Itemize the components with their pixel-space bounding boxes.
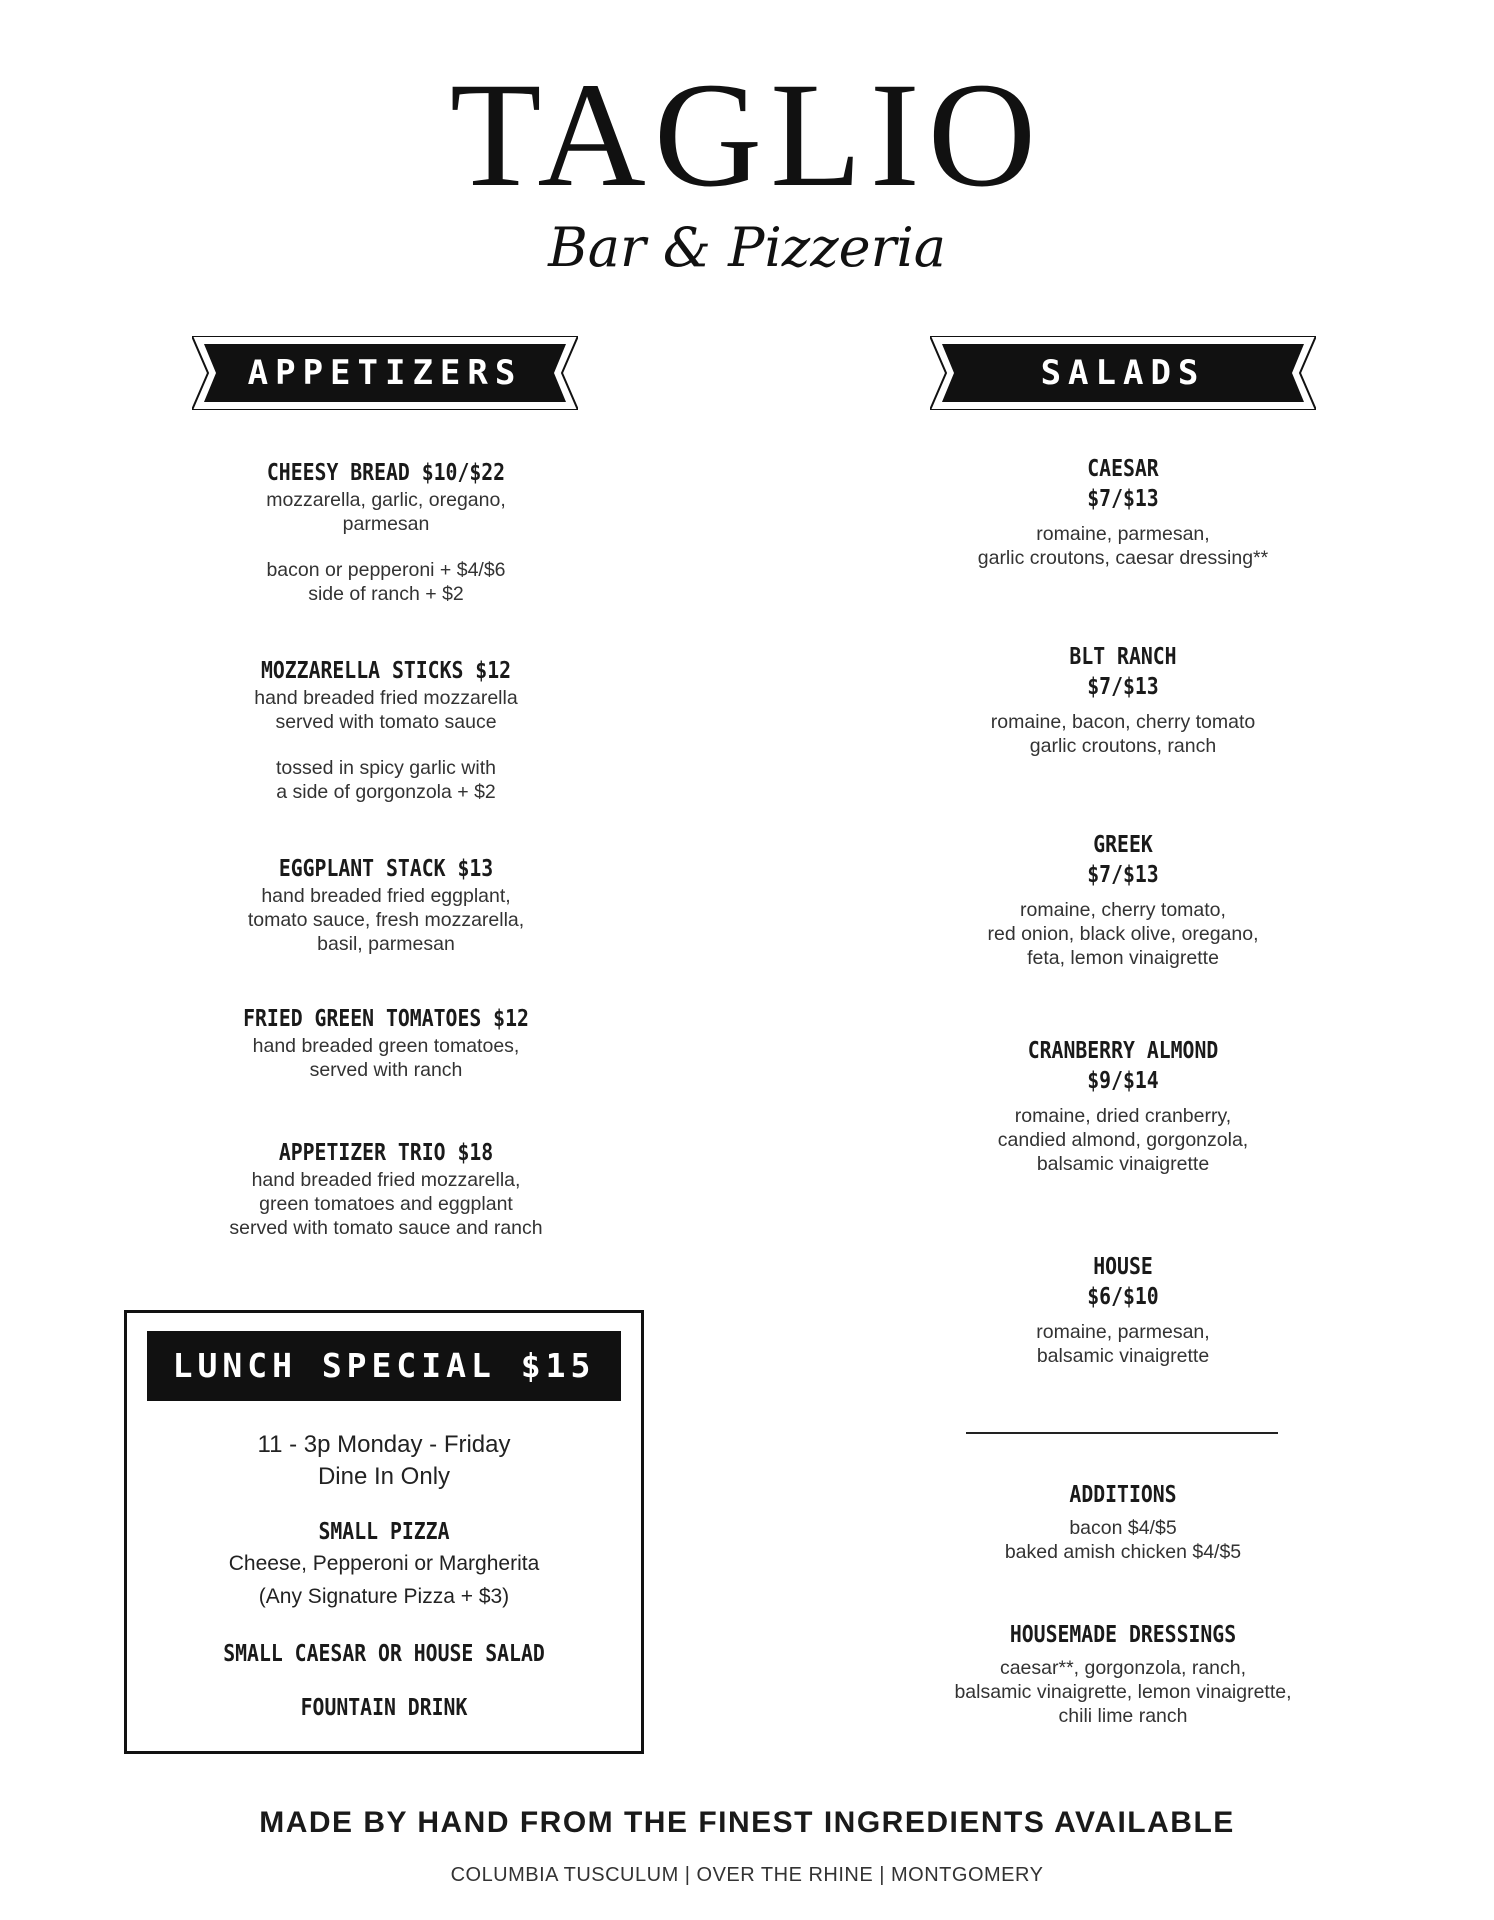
item-name: CAESAR (1087, 456, 1159, 482)
item-description: romaine, bacon, cherry tomato garlic croutons, ranch (990, 711, 1256, 757)
lunch-pizza (127, 1517, 641, 1613)
logo-title: TAGLIO (449, 52, 1045, 218)
item-price: $9/$14 (1087, 1068, 1159, 1094)
lunch-drink (127, 1693, 641, 1723)
lunch-salad (127, 1639, 641, 1669)
menu-item (920, 1036, 1326, 1176)
item-name: MOZZARELLA STICKS $12 (260, 658, 512, 684)
item-name: GREEK (1093, 832, 1153, 858)
lunch-salad-name: SMALL CAESAR OR HOUSE SALAD (223, 1641, 545, 1667)
item-description: hand breaded fried mozzarella served with tomato sauce (254, 687, 518, 733)
item-description: hand breaded green tomatoes, served with ranch (252, 1035, 520, 1081)
dressings-heading: HOUSEMADE DRESSINGS (1009, 1622, 1237, 1648)
housemade-dressings (920, 1620, 1326, 1728)
item-price: $6/$10 (1087, 1284, 1159, 1310)
item-name: APPETIZER TRIO $18 (278, 1140, 494, 1166)
menu-item (186, 656, 586, 804)
item-description: romaine, dried cranberry, candied almond, gorgonzola, balsamic vinaigrette (997, 1105, 1249, 1175)
menu-item (920, 1252, 1326, 1368)
lunch-hours-text: 11 - 3p Monday - Friday (257, 1431, 511, 1458)
item-description: hand breaded fried eggplant, tomato sauce, fresh mozzarella, basil, parmesan (247, 885, 525, 955)
logo-subtitle: Bar & Pizzeria (548, 216, 946, 279)
lunch-drink-name: FOUNTAIN DRINK (300, 1695, 468, 1721)
item-name: CHEESY BREAD $10/$22 (266, 460, 506, 486)
dressings-list: caesar**, gorgonzola, ranch, balsamic vinaigrette, lemon vinaigrette, chili lime ranch (954, 1657, 1292, 1727)
appetizers-heading: APPETIZERS (247, 353, 523, 393)
salads-column (920, 0, 1326, 1760)
menu-item (186, 1138, 586, 1240)
item-description: romaine, parmesan, balsamic vinaigrette (1036, 1321, 1210, 1367)
item-price: $7/$13 (1087, 862, 1159, 888)
item-name: BLT RANCH (1069, 644, 1177, 670)
appetizers-column (186, 0, 586, 1300)
lunch-pizza-upgrade: (Any Signature Pizza + $3) (258, 1585, 510, 1608)
item-description: hand breaded fried mozzarella, green tomatoes and eggplant served with tomato sauce and ranch (229, 1169, 543, 1239)
additions (920, 1480, 1326, 1564)
item-price: $7/$13 (1087, 486, 1159, 512)
item-description: mozzarella, garlic, oregano, parmesan (266, 489, 506, 535)
lunch-pizza-name: SMALL PIZZA (318, 1519, 450, 1545)
item-price: $7/$13 (1087, 674, 1159, 700)
menu-item (186, 458, 586, 606)
footer-tagline: MADE BY HAND FROM THE FINEST INGREDIENTS AVAILABLE (259, 1806, 1235, 1839)
item-name: EGGPLANT STACK $13 (278, 856, 494, 882)
item-description: romaine, parmesan, garlic croutons, caesar dressing** (977, 523, 1269, 569)
lunch-hours (127, 1429, 641, 1493)
item-extras: tossed in spicy garlic with a side of gorgonzola + $2 (275, 757, 496, 803)
item-name: HOUSE (1093, 1254, 1153, 1280)
additions-list: bacon $4/$5 baked amish chicken $4/$5 (1004, 1517, 1242, 1563)
lunch-special-title: LUNCH SPECIAL $15 (147, 1331, 621, 1401)
lunch-special-box (124, 1310, 644, 1754)
salads-heading: SALADS (1040, 353, 1206, 393)
menu-item (920, 454, 1326, 570)
item-name: CRANBERRY ALMOND (1027, 1038, 1219, 1064)
item-description: romaine, cherry tomato, red onion, black olive, oregano, feta, lemon vinaigrette (987, 899, 1259, 969)
menu-item (186, 1004, 586, 1082)
item-extras: bacon or pepperoni + $4/$6 side of ranch + $2 (266, 559, 506, 605)
lunch-pizza-options: Cheese, Pepperoni or Margherita (228, 1552, 540, 1575)
footer-locations: COLUMBIA TUSCULUM | OVER THE RHINE | MONTGOMERY (450, 1864, 1044, 1886)
lunch-dine-in: Dine In Only (317, 1463, 451, 1490)
item-name: FRIED GREEN TOMATOES $12 (243, 1006, 529, 1032)
additions-heading: ADDITIONS (1069, 1482, 1177, 1508)
section-divider (966, 1432, 1278, 1434)
menu-item (920, 642, 1326, 758)
menu-item (186, 854, 586, 956)
menu-item (920, 830, 1326, 970)
